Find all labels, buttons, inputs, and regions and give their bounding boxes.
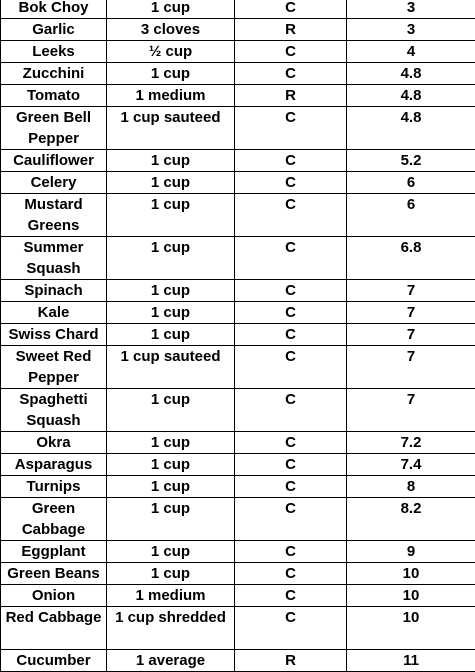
value-cell: 8.2: [347, 498, 475, 541]
vegetable-name: Swiss Chard: [1, 324, 107, 346]
table-row: [1, 280, 475, 302]
table-row: [1, 85, 475, 107]
serving-amount: 1 cup: [107, 454, 235, 476]
preparation-code: R: [235, 19, 347, 41]
serving-amount: 1 cup: [107, 0, 235, 19]
vegetable-name: Eggplant: [1, 541, 107, 563]
table-row: [1, 346, 475, 389]
preparation-code: C: [235, 302, 347, 324]
preparation-code: C: [235, 280, 347, 302]
value-cell: 4.8: [347, 85, 475, 107]
vegetable-name: Mustard Greens: [1, 194, 107, 237]
preparation-code: C: [235, 172, 347, 194]
vegetable-name: Kale: [1, 302, 107, 324]
preparation-code: C: [235, 498, 347, 541]
value-cell: 7.2: [347, 432, 475, 454]
table-row: [1, 476, 475, 498]
preparation-code: R: [235, 85, 347, 107]
table-row: [1, 650, 475, 672]
value-cell: 4.8: [347, 107, 475, 150]
value-cell: 4.8: [347, 63, 475, 85]
value-cell: 7: [347, 302, 475, 324]
value-cell: 3: [347, 19, 475, 41]
value-cell: 10: [347, 585, 475, 607]
value-cell: 3: [347, 0, 475, 19]
table-row: [1, 324, 475, 346]
preparation-code: C: [235, 541, 347, 563]
value-cell: 8: [347, 476, 475, 498]
value-cell: 6: [347, 194, 475, 237]
serving-amount: 1 cup: [107, 237, 235, 280]
value-cell: 7: [347, 389, 475, 432]
table-row: [1, 107, 475, 150]
table-row: [1, 389, 475, 432]
table-row: [1, 172, 475, 194]
serving-amount: 1 cup: [107, 172, 235, 194]
vegetable-name: Onion: [1, 585, 107, 607]
table-row: [1, 541, 475, 563]
preparation-code: C: [235, 389, 347, 432]
vegetable-name: Tomato: [1, 85, 107, 107]
vegetable-name: Cauliflower: [1, 150, 107, 172]
vegetable-name: Garlic: [1, 19, 107, 41]
table-row: [1, 237, 475, 280]
preparation-code: C: [235, 454, 347, 476]
preparation-code: C: [235, 563, 347, 585]
value-cell: 7: [347, 280, 475, 302]
serving-amount: 1 cup: [107, 389, 235, 432]
preparation-code: C: [235, 41, 347, 63]
vegetable-name: Summer Squash: [1, 237, 107, 280]
table-row: [1, 432, 475, 454]
serving-amount: 1 cup shredded: [107, 607, 235, 650]
table-row: [1, 607, 475, 650]
table-row: [1, 63, 475, 85]
serving-amount: 1 medium: [107, 85, 235, 107]
preparation-code: C: [235, 585, 347, 607]
table-row: [1, 498, 475, 541]
serving-amount: 1 cup sauteed: [107, 107, 235, 150]
value-cell: 7: [347, 346, 475, 389]
table-row: [1, 454, 475, 476]
serving-amount: 1 cup: [107, 63, 235, 85]
table-row: [1, 41, 475, 63]
vegetable-name: Celery: [1, 172, 107, 194]
value-cell: 10: [347, 607, 475, 650]
preparation-code: C: [235, 150, 347, 172]
preparation-code: C: [235, 194, 347, 237]
value-cell: 9: [347, 541, 475, 563]
table-row: [1, 563, 475, 585]
table-row: [1, 19, 475, 41]
preparation-code: C: [235, 324, 347, 346]
table-row: [1, 302, 475, 324]
preparation-code: C: [235, 346, 347, 389]
serving-amount: 1 cup: [107, 563, 235, 585]
vegetable-name: Asparagus: [1, 454, 107, 476]
serving-amount: 1 cup: [107, 476, 235, 498]
value-cell: 6.8: [347, 237, 475, 280]
preparation-code: C: [235, 0, 347, 19]
vegetable-name: Green Cabbage: [1, 498, 107, 541]
table-row: [1, 194, 475, 237]
value-cell: 4: [347, 41, 475, 63]
vegetable-name: Spaghetti Squash: [1, 389, 107, 432]
preparation-code: C: [235, 432, 347, 454]
preparation-code: R: [235, 650, 347, 672]
value-cell: 11: [347, 650, 475, 672]
serving-amount: 1 cup: [107, 194, 235, 237]
table-row: [1, 150, 475, 172]
vegetable-name: Sweet Red Pepper: [1, 346, 107, 389]
serving-amount: 1 cup sauteed: [107, 346, 235, 389]
vegetable-name: Green Beans: [1, 563, 107, 585]
preparation-code: C: [235, 237, 347, 280]
table-row: [1, 0, 475, 19]
serving-amount: 1 cup: [107, 302, 235, 324]
vegetable-name: Leeks: [1, 41, 107, 63]
serving-amount: 1 cup: [107, 498, 235, 541]
serving-amount: 3 cloves: [107, 19, 235, 41]
preparation-code: C: [235, 607, 347, 650]
value-cell: 10: [347, 563, 475, 585]
serving-amount: 1 medium: [107, 585, 235, 607]
vegetable-name: Red Cabbage: [1, 607, 107, 650]
serving-amount: 1 cup: [107, 324, 235, 346]
serving-amount: ½ cup: [107, 41, 235, 63]
table-row: [1, 585, 475, 607]
preparation-code: C: [235, 107, 347, 150]
vegetable-name: Green Bell Pepper: [1, 107, 107, 150]
serving-amount: 1 average: [107, 650, 235, 672]
preparation-code: C: [235, 476, 347, 498]
vegetable-name: Spinach: [1, 280, 107, 302]
vegetable-name: Okra: [1, 432, 107, 454]
vegetable-name: Zucchini: [1, 63, 107, 85]
value-cell: 5.2: [347, 150, 475, 172]
vegetable-name: Bok Choy: [1, 0, 107, 19]
vegetable-name: Cucumber: [1, 650, 107, 672]
serving-amount: 1 cup: [107, 280, 235, 302]
value-cell: 6: [347, 172, 475, 194]
vegetable-name: Turnips: [1, 476, 107, 498]
value-cell: 7: [347, 324, 475, 346]
serving-amount: 1 cup: [107, 541, 235, 563]
preparation-code: C: [235, 63, 347, 85]
serving-amount: 1 cup: [107, 150, 235, 172]
serving-amount: 1 cup: [107, 432, 235, 454]
value-cell: 7.4: [347, 454, 475, 476]
